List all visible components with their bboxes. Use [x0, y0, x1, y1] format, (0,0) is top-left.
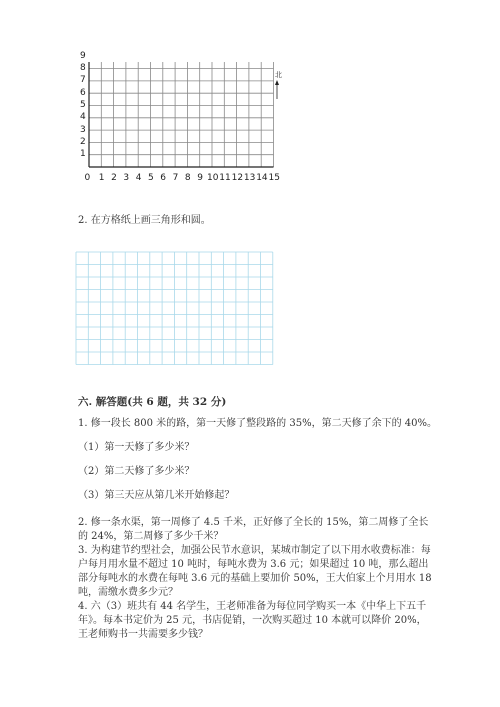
x-tick-label: 8	[184, 173, 191, 183]
y-tick-label: 5	[80, 100, 86, 110]
x-tick-label: 3	[123, 173, 130, 183]
q2-line1: 2. 修一条水渠，第一周修了 4.5 千米，正好修了全长的 15%，第二周修了全长	[78, 517, 429, 528]
drawing-grid[interactable]	[75, 251, 275, 371]
y-tick-label: 3	[80, 124, 86, 135]
x-tick-label: 12	[231, 173, 244, 183]
section-title: 六. 解答题(共 6 题，共 32 分)	[78, 396, 227, 408]
y-tick-label: 7	[80, 75, 86, 86]
x-tick-label: 9	[197, 173, 203, 183]
q3-line4: 吨，需缴水费多少元？	[78, 587, 178, 598]
q3-line2: 户每月用水量不超过 10 吨时，每吨水费为 3.6 元；如果超过 10 吨，那么超出	[78, 559, 429, 570]
q1-sub2: （2）第二天修了多少米？	[78, 466, 195, 477]
q2-line2: 的 24%，第二周修了多少千米？	[78, 531, 224, 542]
x-tick-label: 13	[243, 173, 256, 183]
x-tick-label: 15	[268, 173, 280, 183]
y-tick-label: 8	[80, 63, 86, 74]
y-tick-label: 4	[80, 112, 86, 123]
x-tick-label: 6	[160, 173, 167, 183]
y-tick-label: 1	[80, 149, 86, 160]
y-tick-label: 2	[80, 136, 86, 147]
q3-line1: 3. 为构建节约型社会，加强公民节水意识，某城市制定了以下用水收费标准：每	[78, 545, 431, 556]
y-tick-label: 9	[80, 50, 86, 61]
q4-line3: 王老师购书一共需要多少钱？	[78, 629, 208, 640]
x-tick-label: 2	[111, 173, 117, 183]
coordinate-grid	[83, 62, 283, 172]
x-tick-label: 14	[256, 173, 268, 183]
q4-line1: 4. 六（3）班共有 44 名学生，王老师准备为每位同学购买一本《中华上下五千	[78, 601, 427, 612]
q1-text: 1. 修一段长 800 米的路，第一天修了整段路的 35%，第二天修了余下的 40%。	[78, 418, 437, 429]
x-tick-label: 5	[148, 173, 154, 183]
x-tick-label: 7	[172, 173, 179, 183]
q1-sub3: （3）第三天应从第几米开始修起？	[78, 490, 235, 501]
q1-sub1: （1）第一天修了多少米？	[78, 442, 195, 453]
q3-line3: 部分每吨水的水费在每吨 3.6 元的基础上要加价 50%，王大伯家上个月用水 18	[78, 573, 432, 584]
x-tick-label: 4	[135, 173, 142, 183]
x-tick-label: 1	[98, 173, 105, 183]
x-tick-label: 11	[219, 173, 231, 183]
x-tick-label: 10	[207, 173, 219, 183]
y-tick-label: 6	[80, 87, 86, 98]
x-tick-label: 0	[84, 173, 91, 183]
q4-line2: 年》。每本书定价为 25 元，书店促销，一次购买超过 10 本就可以降价 20%，	[78, 615, 427, 626]
north-arrow-icon	[273, 80, 283, 100]
north-label: 北	[275, 71, 282, 79]
question-2-prompt: 2. 在方格纸上画三角形和圆。	[78, 215, 211, 226]
